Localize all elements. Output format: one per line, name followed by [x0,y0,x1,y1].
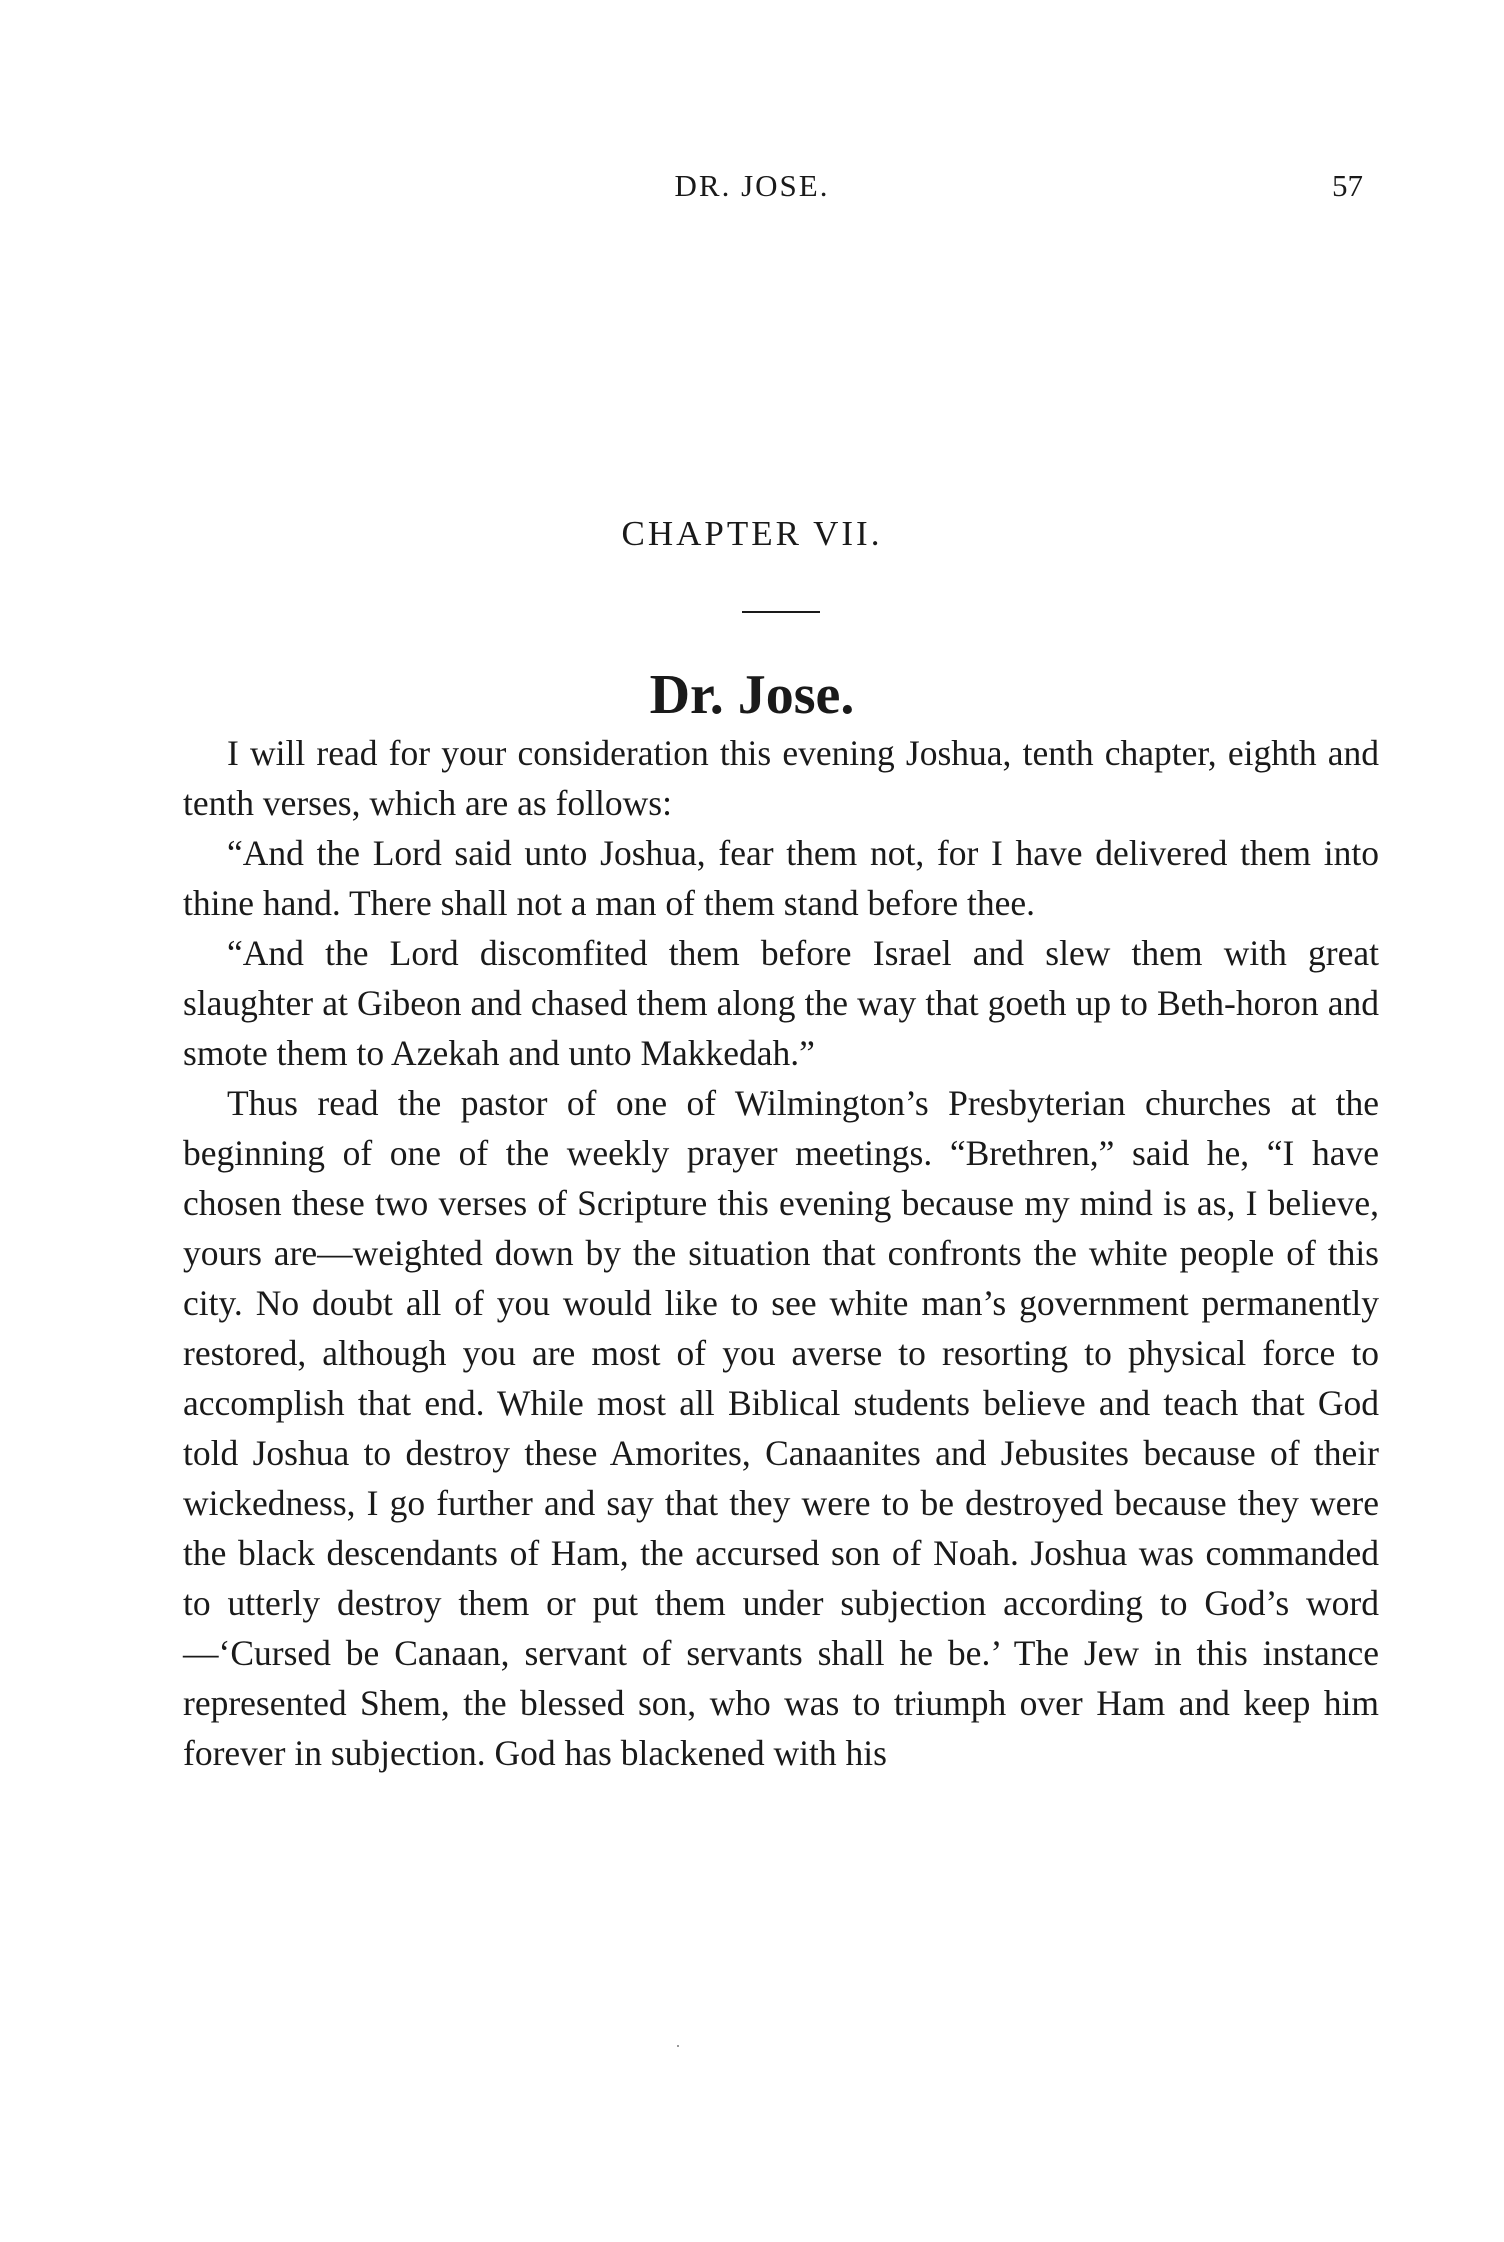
chapter-label: CHAPTER VII. [621,514,883,553]
running-head [0,166,1504,206]
page-number: 57 [1332,168,1363,203]
paragraph: Thus read the pastor of one of Wilmington’s Presbyterian churches at the beginning of one of the weekly prayer meetings. “Brethren,” said he, “I have chosen these two verses of Scripture this evening because my mind is as, I believe, yours are—weighted down by the situation that confronts the white people of this city. No doubt all of you would like to see white man’s government permanently restored, although you are most of you averse to resorting to physical force to accomplish that end. While most all Biblical students believe and teach that God told Joshua to destroy these Amorites, Canaanites and Jebusites because of their wickedness, I go further and say that they were to be destroyed because they were the black descendants of Ham, the accursed son of Noah. Joshua was commanded to utterly destroy them or put them under subjection according to God’s word—‘Cursed be Canaan, servant of servants shall he be.’ The Jew in this instance represented Shem, the blessed son, who was to triumph over Ham and keep him forever in subjection. God has blackened with his [183,1083,1379,1773]
chapter-title: Dr. Jose. [649,664,855,726]
paragraph: “And the Lord discomfited them before Israel and slew them with great slaughter at Gibeon and chased them along the way that goeth up to Beth-horon and smote them to Azekah and unto Makkedah.” [183,933,1379,1073]
body-text [183,728,1379,1778]
ink-speck [677,2045,679,2047]
paragraph: “And the Lord said unto Joshua, fear them not, for I have delivered them into thine hand. There shall not a man of them stand before thee. [183,833,1379,923]
running-title: DR. JOSE. [674,168,830,203]
chapter-divider [742,611,820,613]
paragraph: I will read for your consideration this evening Joshua, tenth chapter, eighth and tenth verses, which are as follows: [183,733,1379,823]
